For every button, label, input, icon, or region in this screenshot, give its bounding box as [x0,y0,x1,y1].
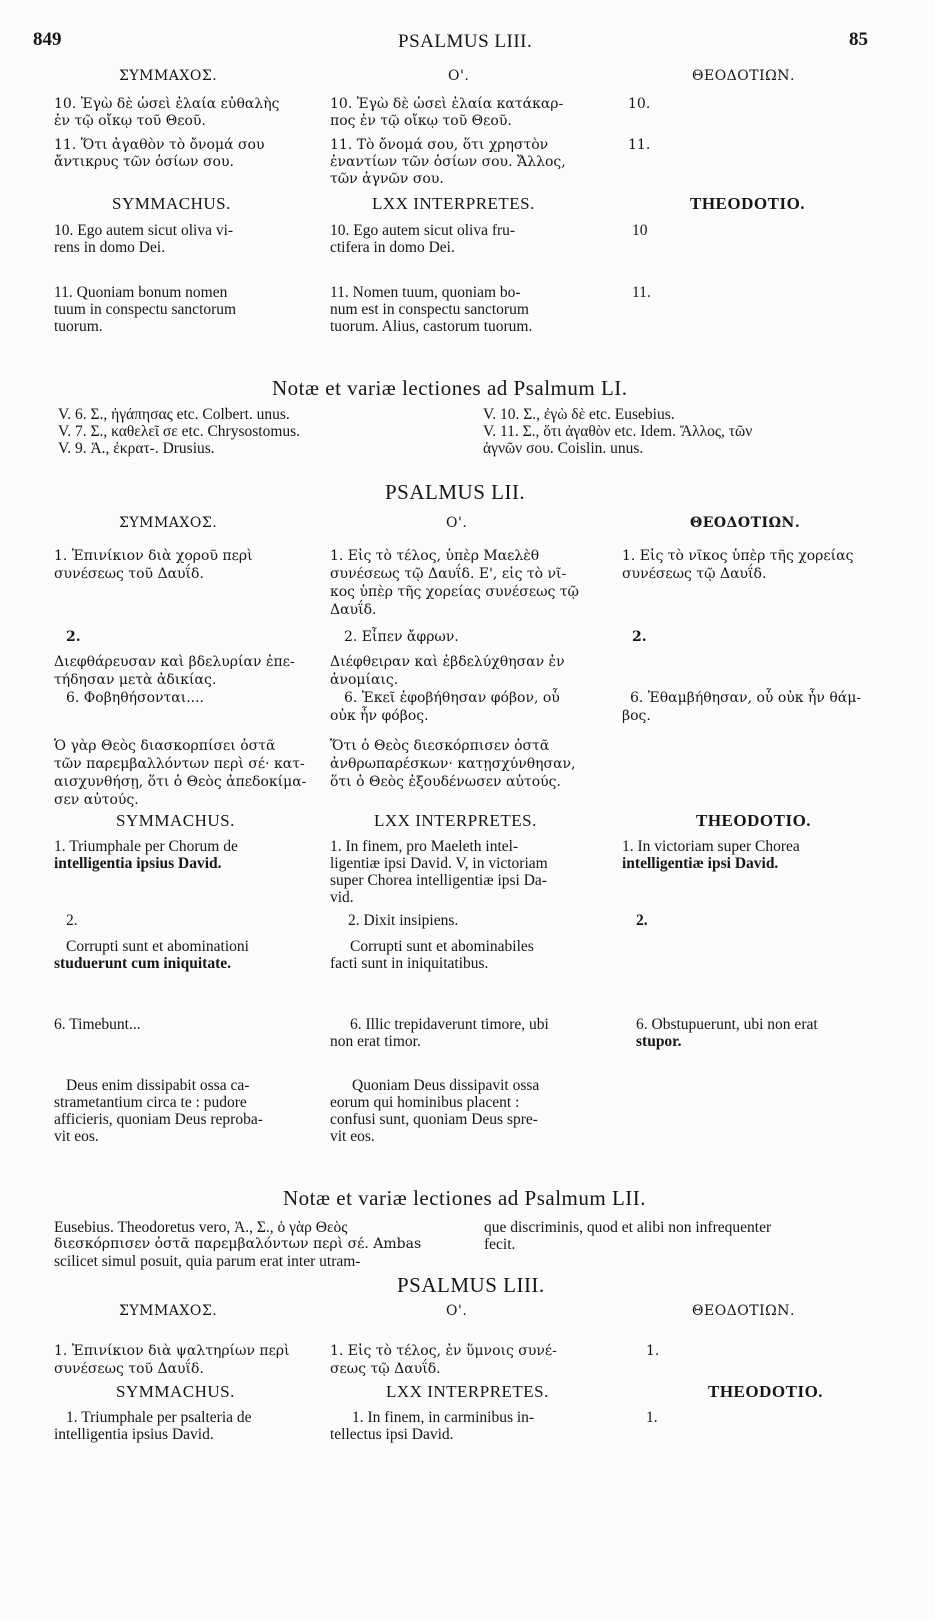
verse-text: σεως τῷ Δαυΐδ. [330,1361,441,1377]
heading-symmachus-latin: SYMMACHUS. [116,1382,235,1401]
verse-text: 1. Εἰς τὸ νῖκος ὑπὲρ τῆς χορείας [622,548,854,564]
verse-text: 6. Φοβηθήσονται.... [66,690,204,706]
verse-text: 6. Ἐκεῖ ἐφοβήθησαν φόβον, οὗ [344,690,560,706]
verse-text: ἄντικρυς τῶν ὁσίων σου. [54,154,234,170]
verse-text: 2. Εἶπεν ἄφρων. [344,629,459,645]
verse-text: ctifera in domo Dei. [330,239,455,256]
verse-text: πος ἐν τῷ οἴκῳ τοῦ Θεοῦ. [330,113,512,129]
verse-text: 11. Τὸ ὄνομά σου, ὅτι χρηστὸν [330,137,549,153]
verse-text: vid. [330,889,354,906]
verse-text: συνέσεως τῷ Δαυΐδ. Ε', εἰς τὸ νῖ- [330,566,567,582]
note-line: scilicet simul posuit, quia parum erat inter utram- [54,1253,361,1270]
verse-number: 10. [628,96,651,112]
note-line: V. 7. Σ., καθελεῖ σε etc. Chrysostomus. [58,423,301,440]
note-line: que discriminis, quod et alibi non infrequenter [484,1219,772,1236]
verse-text: Quoniam Deus dissipavit ossa [352,1077,540,1094]
verse-text: κος ὑπὲρ τῆς χορείας συνέσεως τῷ [330,584,579,600]
verse-text: 1. In victoriam super Chorea [622,838,800,855]
verse-text: tellectus ipsi David. [330,1426,454,1443]
verse-text: σεν αὐτούς. [54,792,139,808]
verse-text: afficieris, quoniam Deus reproba- [54,1111,263,1128]
page-number-left: 849 [33,29,62,50]
verse-text: Ὁ γὰρ Θεὸς διασκορπίσει ὀστᾶ [54,738,276,754]
verse-number: 11. [632,284,651,301]
verse-text: intelligentiæ ipsi David. [622,855,779,872]
verse-text: βος. [622,708,651,724]
heading-theodotio-latin: THEODOTIO. [708,1382,824,1401]
verse-text: 1. In finem, pro Maeleth intel- [330,838,519,855]
verse-text: ligentiæ ipsi David. V, in victoriam [330,855,548,872]
verse-text: non erat timor. [330,1033,421,1050]
verse-text: 11. Quoniam bonum nomen [54,284,228,301]
note-line: Eusebius. Theodoretus vero, Ἀ., Σ., ὁ γὰρ Θεὸς [54,1219,348,1236]
page-number-right: 85 [849,29,868,50]
verse-text: Ὅτι ὁ Θεὸς διεσκόρπισεν ὀστᾶ [330,738,550,754]
verse-text: συνέσεως τοῦ Δαυΐδ. [54,566,204,582]
notes-title: Notæ et variæ lectiones ad Psalmum LII. [283,1186,647,1210]
verse-text: rens in domo Dei. [54,239,166,256]
verse-text: 10. Ἐγὼ δὲ ὡσεὶ ἐλαία εὐθαλὴς [54,96,280,112]
verse-text: vit eos. [330,1128,375,1145]
verse-text: 10. Ego autem sicut oliva fru- [330,222,516,239]
verse-text: stupor. [636,1033,682,1050]
note-line: V. 11. Σ., ὅτι ἀγαθὸν etc. Idem. Ἄλλος, τῶν [483,423,753,440]
verse-text: τῶν παρεμβαλλόντων περὶ σέ· κατ- [54,756,305,772]
verse-text: 1. Εἰς τὸ τέλος, ἐν ὕμνοις συνέ- [330,1343,557,1359]
verse-text: tuorum. Alius, castorum tuorum. [330,318,533,335]
verse-text: 11. Ὅτι ἀγαθὸν τὸ ὄνομά σου [54,137,265,153]
verse-text: ἐν τῷ οἴκῳ τοῦ Θεοῦ. [54,113,206,129]
verse-text: 10. Ἐγὼ δὲ ὡσεὶ ἐλαία κατάκαρ- [330,96,564,112]
verse-text: 1. Εἰς τὸ τέλος, ὑπὲρ Μαελὲθ [330,548,540,564]
verse-text: 6. Timebunt... [54,1016,141,1033]
heading-symmachus-latin: SYMMACHUS. [116,811,235,830]
verse-text: facti sunt in iniquitatibus. [330,955,489,972]
heading-lxx-greek: Ο'. [446,1303,468,1319]
verse-text: tuum in conspectu sanctorum [54,301,237,318]
verse-text: συνέσεως τῷ Δαυΐδ. [622,566,767,582]
heading-lxx-latin: LXX INTERPRETES. [374,811,537,830]
verse-number: 2. [66,912,78,929]
verse-text: ἀνθρωπαρέσκων· κατῃσχύνθησαν, [330,756,576,772]
verse-text: intelligentia ipsius David. [54,1426,214,1443]
verse-text: super Chorea intelligentiæ ipsi Da- [330,872,547,889]
verse-text: 11. Nomen tuum, quoniam bo- [330,284,521,301]
heading-symmachus-greek: ΣΥΜΜΑΧΟΣ. [119,1303,218,1319]
heading-theodotio-latin: THEODOTIO. [690,194,806,213]
verse-number: 10 [632,222,648,239]
note-line: V. 9. Ἀ., ἐκρατ-. Drusius. [58,440,215,457]
verse-text: 6. Ἐθαμβήθησαν, οὗ οὐκ ἦν θάμ- [630,690,862,706]
verse-text: αισχυνθήσῃ, ὅτι ὁ Θεὸς ἀπεδοκίμα- [54,774,307,790]
heading-theodotion-greek: ΘΕΟΔΟΤΙΩΝ. [692,1303,795,1319]
verse-text: Corrupti sunt et abominabiles [350,938,534,955]
verse-text: strametantium circa te : pudore [54,1094,247,1111]
heading-lxx-latin: LXX INTERPRETES. [386,1382,549,1401]
verse-text: Διέφθειραν καὶ ἐβδελύχθησαν ἐν [330,654,565,670]
verse-text: 6. Obstupuerunt, ubi non erat [636,1016,818,1033]
heading-lxx-greek: Ο'. [446,515,468,531]
note-line: V. 6. Σ., ἠγάπησας etc. Colbert. unus. [58,406,290,423]
note-line: fecit. [484,1236,516,1253]
verse-text: studuerunt cum iniquitate. [54,955,231,972]
verse-text: ὅτι ὁ Θεὸς ἐξουδένωσεν αὐτούς. [330,774,561,790]
note-line: ἁγνῶν σου. Coislin. unus. [483,440,644,457]
note-line: V. 10. Σ., ἐγὼ δὲ etc. Eusebius. [483,406,675,423]
verse-text: 1. Triumphale per Chorum de [54,838,238,855]
notes-title: Notæ et variæ lectiones ad Psalmum LI. [272,376,628,400]
heading-theodotion-greek: ΘΕΟΔΟΤΙΩΝ. [690,515,801,531]
heading-symmachus-greek: ΣΥΜΜΑΧΟΣ. [119,68,218,84]
heading-theodotio-latin: THEODOTIO. [696,811,812,830]
verse-number: 2. [66,629,81,645]
verse-text: ἐναντίων τῶν ὁσίων σου. Ἄλλος, [330,154,566,170]
verse-text: confusi sunt, quoniam Deus spre- [330,1111,538,1128]
heading-lxx-greek: Ο'. [448,68,470,84]
heading-theodotion-greek: ΘΕΟΔΟΤΙΩΝ. [692,68,795,84]
verse-text: 10. Ego autem sicut oliva vi- [54,222,234,239]
psalm-title: PSALMUS LIII. [397,1273,545,1297]
verse-text: 1. Ἐπινίκιον διὰ ψαλτηρίων περὶ [54,1343,290,1359]
verse-text: tuorum. [54,318,103,335]
verse-text: 1. Triumphale per psalteria de [66,1409,252,1426]
verse-text: intelligentia ipsius David. [54,855,222,872]
heading-lxx-latin: LXX INTERPRETES. [372,194,535,213]
verse-text: συνέσεως τοῦ Δαυΐδ. [54,1361,204,1377]
verse-text: 2. Dixit insipiens. [348,912,459,929]
verse-text: vit eos. [54,1128,99,1145]
running-title: PSALMUS LIII. [398,31,533,52]
verse-number: 1. [646,1343,660,1359]
verse-text: Deus enim dissipabit ossa ca- [66,1077,250,1094]
heading-symmachus-greek: ΣΥΜΜΑΧΟΣ. [119,515,218,531]
heading-symmachus-latin: SYMMACHUS. [112,194,231,213]
verse-text: τήδησαν μετὰ ἀδικίας. [54,672,217,688]
verse-text: 1. In finem, in carminibus in- [352,1409,535,1426]
verse-number: 11. [628,137,651,153]
psalm-title: PSALMUS LII. [385,480,526,504]
verse-text: eorum qui hominibus placent : [330,1094,520,1111]
verse-text: 1. Ἐπινίκιον διὰ χοροῦ περὶ [54,548,253,564]
verse-text: 6. Illic trepidaverunt timore, ubi [350,1016,549,1033]
verse-number: 2. [632,629,647,645]
verse-text: Corrupti sunt et abominationi [66,938,249,955]
verse-number: 2. [636,912,648,929]
verse-text: Διεφθάρευσαν καὶ βδελυρίαν ἐπε- [54,654,295,670]
verse-text: οὐκ ἦν φόβος. [330,708,429,724]
note-line: διεσκόρπισεν ὀστᾶ παρεμβαλόντων περὶ σέ. Ambas [54,1236,422,1252]
verse-text: τῶν ἁγνῶν σου. [330,171,444,187]
verse-text: num est in conspectu sanctorum [330,301,529,318]
verse-number: 1. [646,1409,658,1426]
verse-text: ἀνομίαις. [330,672,399,688]
verse-text: Δαυΐδ. [330,602,377,618]
